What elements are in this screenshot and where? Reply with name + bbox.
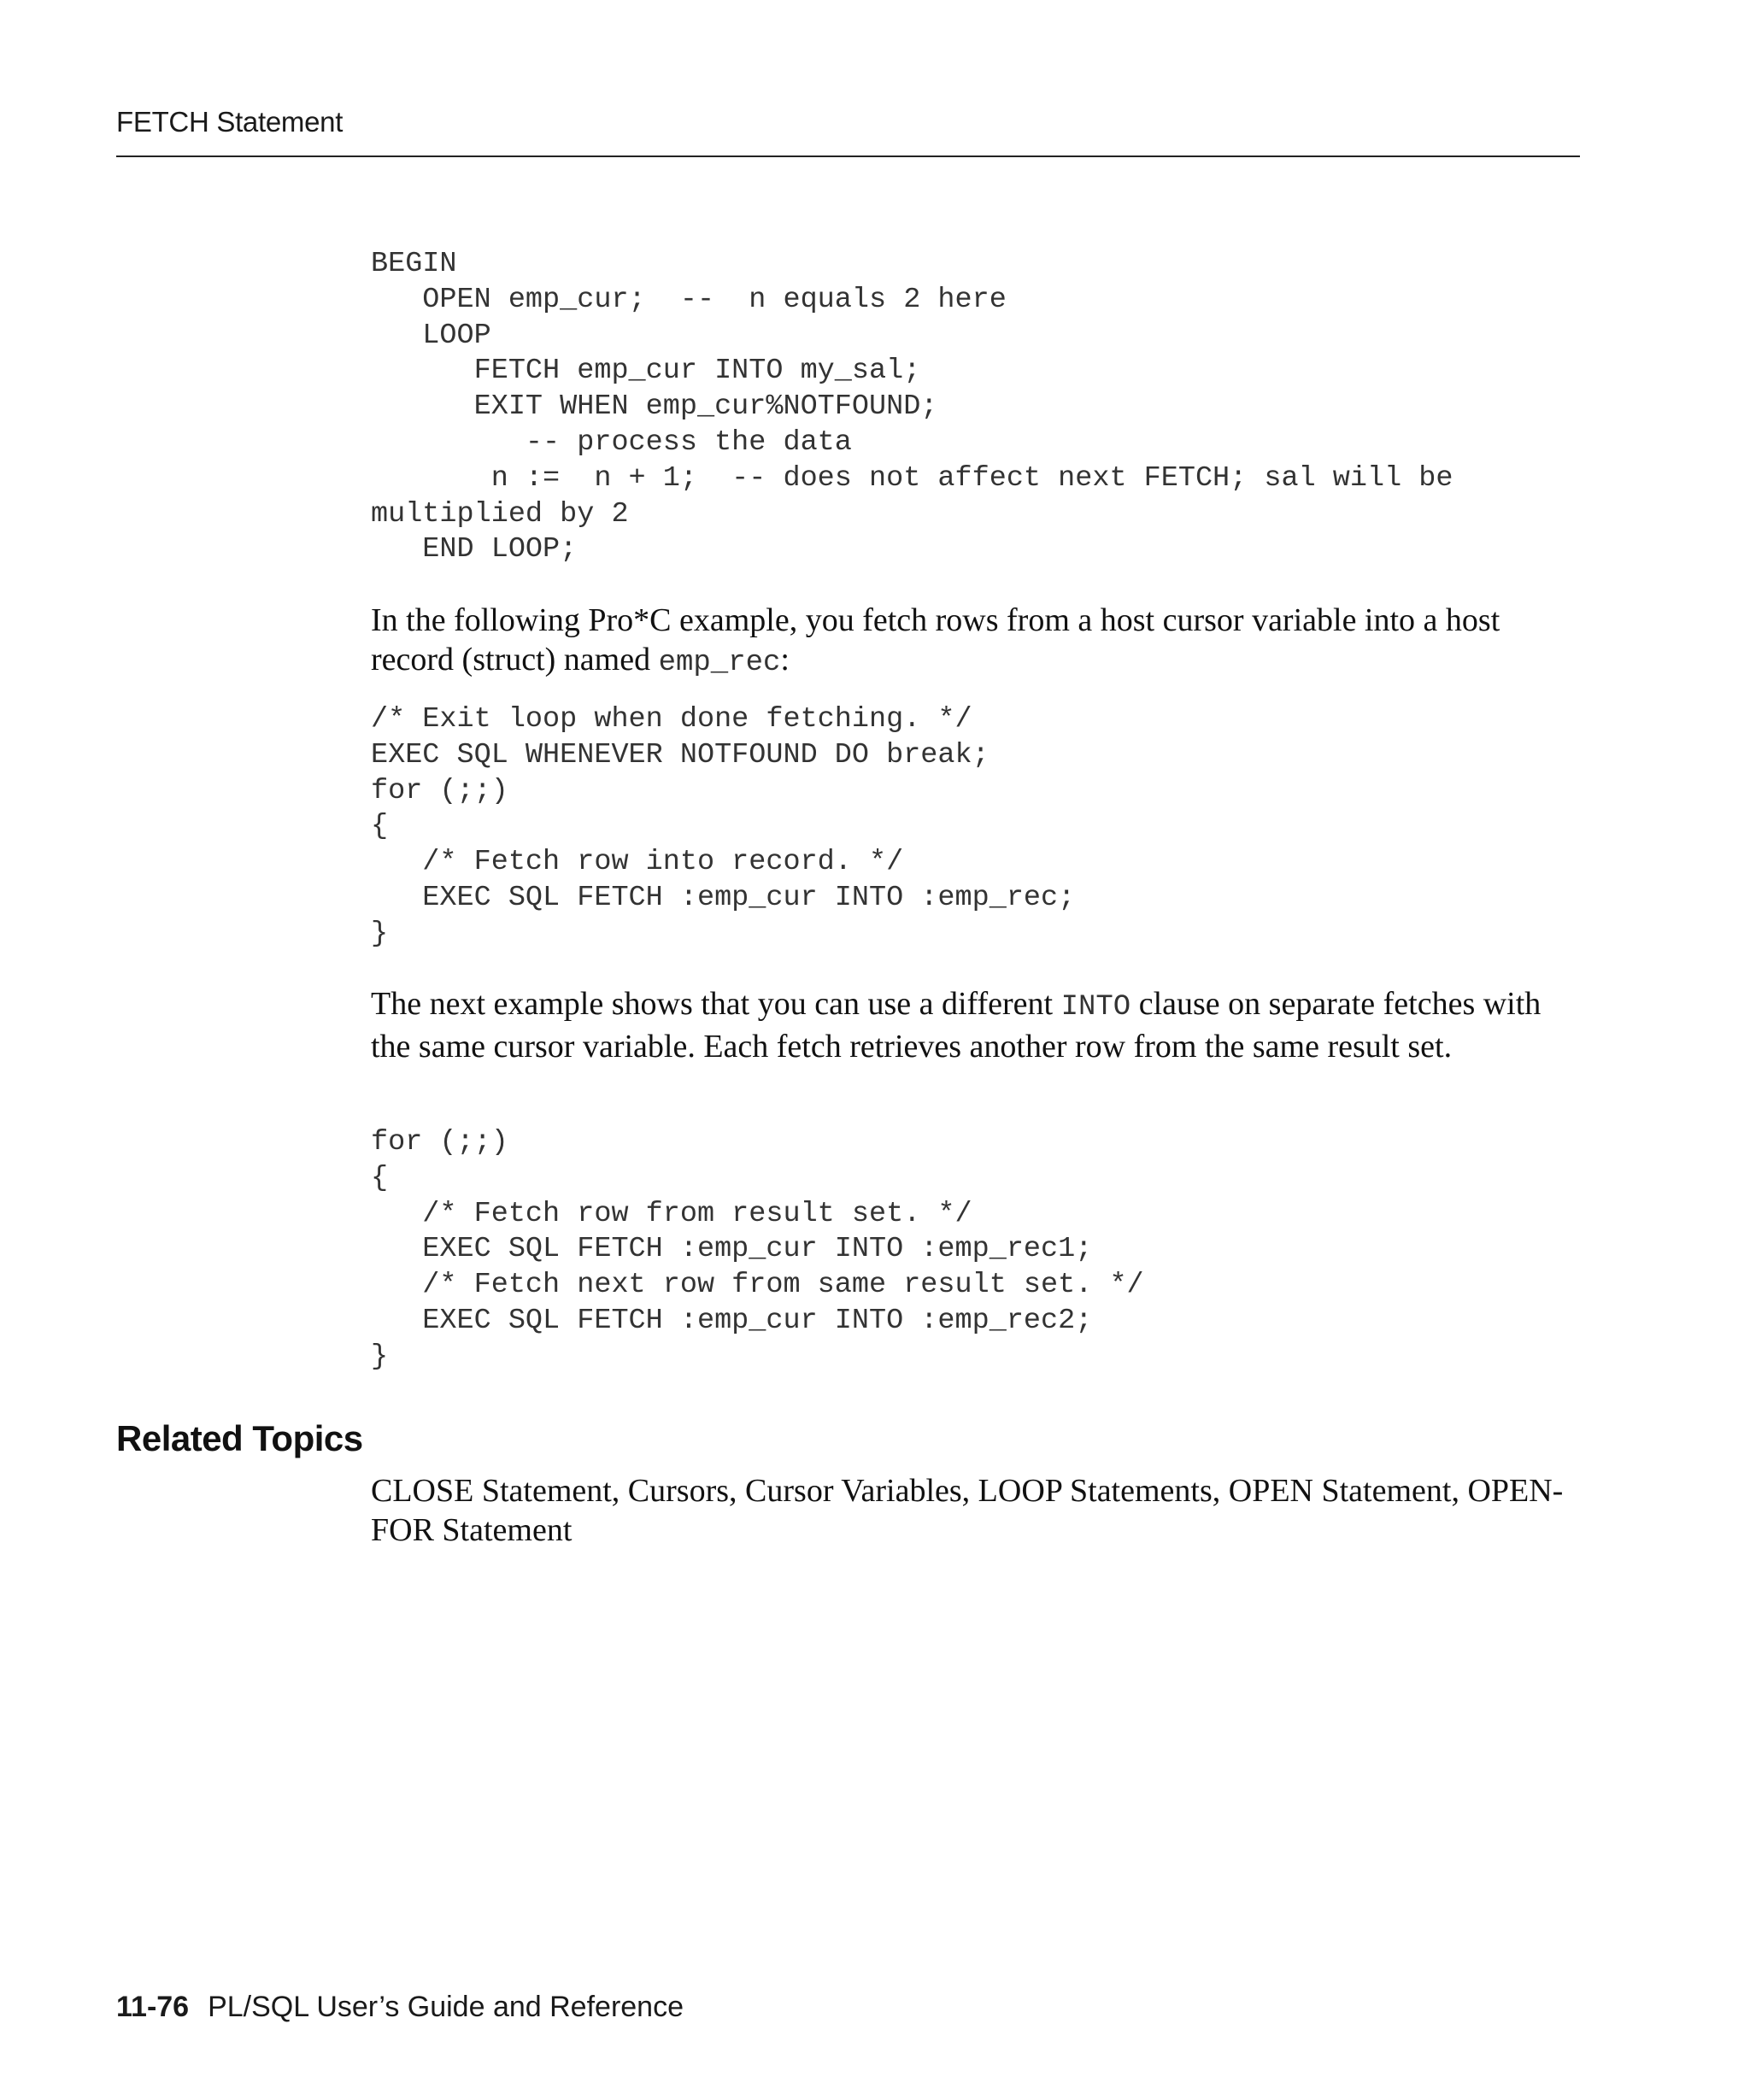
code-line: END LOOP; (371, 533, 578, 566)
code-block-proc-fetch (371, 702, 1075, 953)
code-line: /* Fetch row into record. */ (371, 846, 904, 879)
paragraph-proc-example (371, 601, 1584, 683)
code-line: { (371, 1161, 389, 1194)
inline-code-into: INTO (1060, 991, 1131, 1024)
page-number: 11-76 (116, 1991, 190, 2023)
code-line: OPEN emp_cur; -- n equals 2 here (371, 283, 1007, 316)
code-line: /* Exit loop when done fetching. */ (371, 703, 972, 736)
code-line: } (371, 917, 389, 950)
code-line: FETCH emp_cur INTO my_sal; (371, 355, 921, 388)
code-line: /* Fetch row from result set. */ (371, 1197, 972, 1230)
paragraph-text: In the following Pro*C example, you fetch rows from a host cursor variable into a host record (struct) named (371, 602, 1500, 678)
code-line: multiplied by 2 (371, 497, 629, 531)
code-line: EXEC SQL FETCH :emp_cur INTO :emp_rec; (371, 881, 1076, 914)
paragraph-text: : (780, 641, 790, 678)
code-line: EXIT WHEN emp_cur%NOTFOUND; (371, 390, 938, 424)
inline-code-emp-rec: emp_rec (658, 646, 781, 679)
header-rule (116, 155, 1580, 157)
running-header-title: FETCH Statement (116, 106, 344, 138)
code-block-multiple-fetch (371, 1125, 1144, 1376)
code-line: EXEC SQL FETCH :emp_cur INTO :emp_rec2; (371, 1304, 1093, 1337)
code-line: n := n + 1; -- does not affect next FETCH; sal will be (371, 461, 1453, 495)
paragraph-into-clause (371, 985, 1584, 1066)
code-line: { (371, 810, 389, 843)
book-title: PL/SQL User’s Guide and Reference (208, 1991, 684, 2023)
code-line: } (371, 1340, 389, 1373)
code-line: for (;;) (371, 1126, 508, 1159)
code-line: -- process the data (371, 425, 852, 459)
code-line: /* Fetch next row from same result set. */ (371, 1269, 1144, 1302)
code-line: BEGIN (371, 248, 457, 280)
paragraph-text: clause on separate fetches with the same cursor variable. Each fetch retrieves another row from the same result set. (371, 986, 1542, 1065)
code-line: EXEC SQL FETCH :emp_cur INTO :emp_rec1; (371, 1233, 1093, 1266)
code-line: for (;;) (371, 774, 508, 807)
code-line: EXEC SQL WHENEVER NOTFOUND DO break; (371, 738, 990, 771)
related-topics-list: CLOSE Statement, Cursors, Cursor Variables, LOOP Statements, OPEN Statement, OPEN-FOR Statement (371, 1473, 1564, 1548)
page-footer (116, 1991, 684, 2024)
code-block-plsql-loop (371, 247, 1453, 568)
related-topics-heading: Related Topics (116, 1418, 363, 1458)
code-line: LOOP (371, 319, 491, 352)
paragraph-text: The next example shows that you can use a different (371, 986, 1061, 1022)
